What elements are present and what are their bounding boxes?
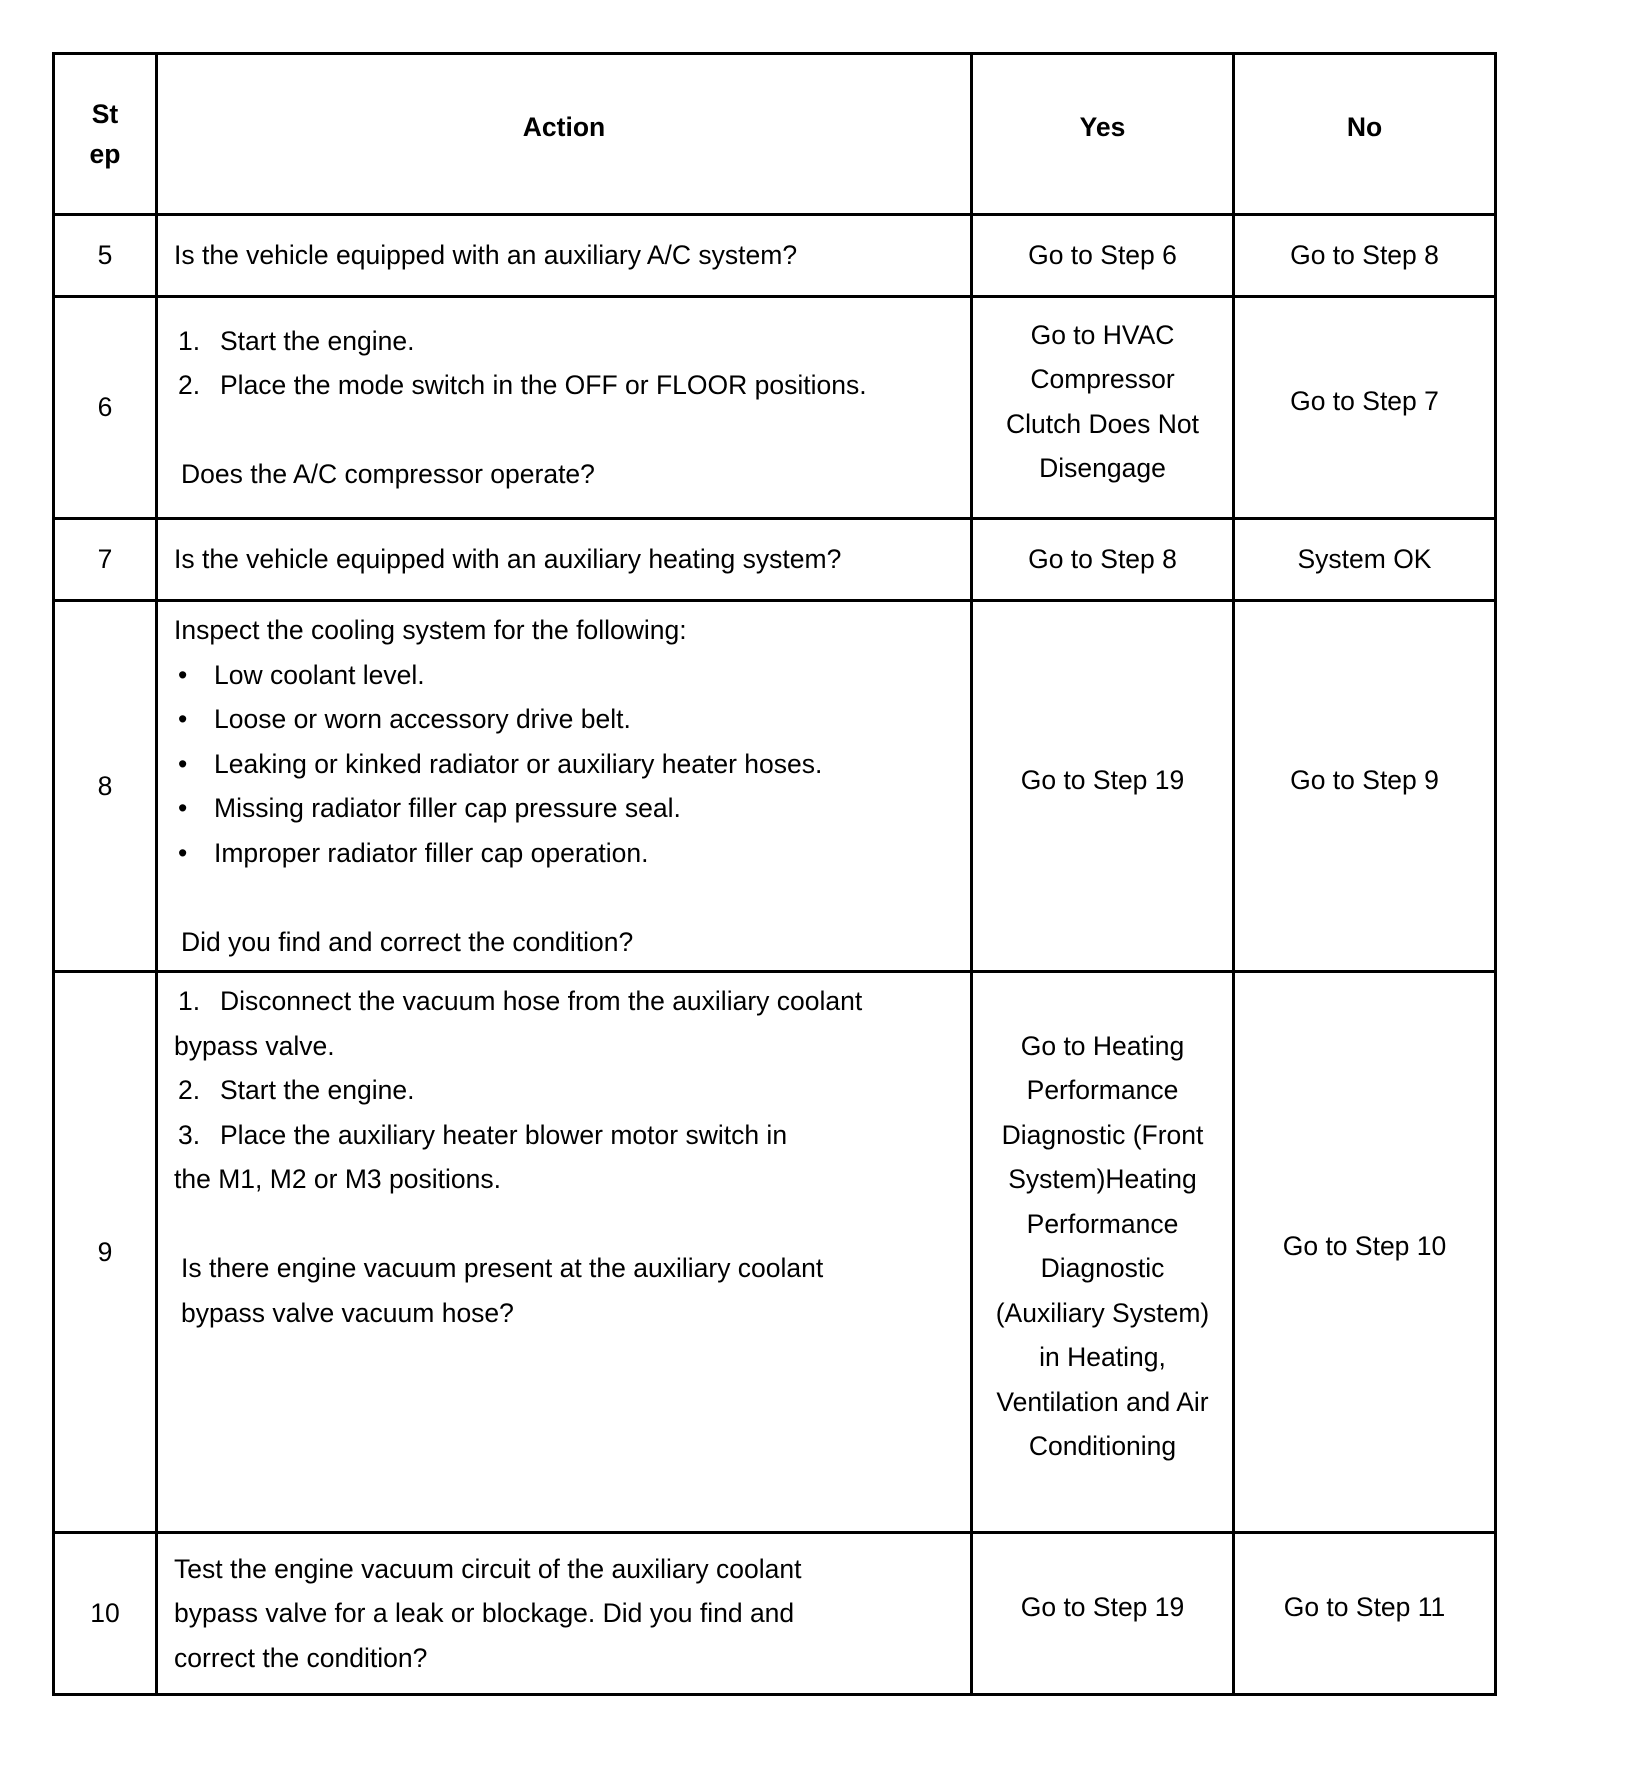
bullet-icon: • bbox=[178, 793, 188, 823]
bullet-item: • Loose or worn accessory drive belt. bbox=[174, 697, 960, 742]
table-row bbox=[54, 1533, 1496, 1695]
action-step: 3. Place the auxiliary heater blower motor switch in the M1, M2 or M3 positions. bbox=[174, 1119, 788, 1194]
table-row bbox=[54, 215, 1496, 297]
action-step: 2. Start the engine. bbox=[178, 1075, 415, 1105]
action-text bbox=[157, 601, 972, 972]
bullet-item: • Low coolant level. bbox=[174, 653, 960, 698]
action-step: 2. Place the mode switch in the OFF or FLOOR positions. bbox=[178, 370, 867, 400]
header-step: St ep bbox=[54, 54, 157, 215]
action-step: 1. Start the engine. bbox=[178, 325, 415, 356]
action-intro: Inspect the cooling system for the following: bbox=[174, 615, 687, 645]
action-text: Is the vehicle equipped with an auxiliary heating system? bbox=[157, 519, 972, 601]
bullet-item: • Missing radiator filler cap pressure seal. bbox=[174, 786, 960, 831]
yes-link[interactable]: Go to Heating Performance Diagnostic (Front System)Heating Performance Diagnostic (Auxiliary System) in Heating, Ventilation and Air Conditioning bbox=[972, 972, 1234, 1533]
step-number: 10 bbox=[54, 1533, 157, 1695]
yes-link[interactable]: Go to Step 19 bbox=[972, 601, 1234, 972]
yes-link[interactable]: Go to Step 8 bbox=[972, 519, 1234, 601]
table-row bbox=[54, 519, 1496, 601]
step-number: 6 bbox=[54, 297, 157, 519]
yes-link[interactable]: Go to Step 19 bbox=[972, 1533, 1234, 1695]
no-link[interactable]: Go to Step 8 bbox=[1234, 215, 1496, 297]
step-number: 7 bbox=[54, 519, 157, 601]
bullet-icon: • bbox=[178, 748, 188, 779]
action-text bbox=[157, 972, 972, 1533]
bullet-icon: • bbox=[178, 704, 188, 734]
yes-link[interactable]: Go to HVAC Compressor Clutch Does Not Disengage bbox=[972, 297, 1234, 519]
action-question: Does the A/C compressor operate? bbox=[181, 459, 595, 489]
table-row bbox=[54, 972, 1496, 1533]
table-row bbox=[54, 601, 1496, 972]
bullet-icon: • bbox=[178, 837, 188, 868]
action-step: 1. Disconnect the vacuum hose from the auxiliary coolant bypass valve. bbox=[174, 986, 863, 1061]
no-link[interactable]: System OK bbox=[1234, 519, 1496, 601]
step-number: 9 bbox=[54, 972, 157, 1533]
header-no: No bbox=[1234, 54, 1496, 215]
no-link[interactable]: Go to Step 11 bbox=[1234, 1533, 1496, 1695]
no-link[interactable]: Go to Step 9 bbox=[1234, 601, 1496, 972]
table-header bbox=[54, 54, 1496, 215]
table-row bbox=[54, 297, 1496, 519]
action-text: Is the vehicle equipped with an auxiliary A/C system? bbox=[157, 215, 972, 297]
no-link[interactable]: Go to Step 10 bbox=[1234, 972, 1496, 1533]
bullet-item: • Leaking or kinked radiator or auxiliary heater hoses. bbox=[174, 742, 960, 787]
yes-link[interactable]: Go to Step 6 bbox=[972, 215, 1234, 297]
step-number: 8 bbox=[54, 601, 157, 972]
header-yes: Yes bbox=[972, 54, 1234, 215]
diagnostic-table bbox=[52, 52, 1497, 1696]
action-text bbox=[157, 297, 972, 519]
bullet-icon: • bbox=[178, 659, 188, 690]
step-number: 5 bbox=[54, 215, 157, 297]
bullet-item: • Improper radiator filler cap operation. bbox=[174, 831, 960, 876]
action-question: Is there engine vacuum present at the auxiliary coolant bypass valve vacuum hose? bbox=[181, 1253, 824, 1328]
no-link[interactable]: Go to Step 7 bbox=[1234, 297, 1496, 519]
action-text: Test the engine vacuum circuit of the auxiliary coolant bypass valve for a leak or blockage. Did you find and correct the condition? bbox=[157, 1533, 972, 1695]
header-action: Action bbox=[157, 54, 972, 215]
action-question: Did you find and correct the condition? bbox=[181, 926, 634, 957]
